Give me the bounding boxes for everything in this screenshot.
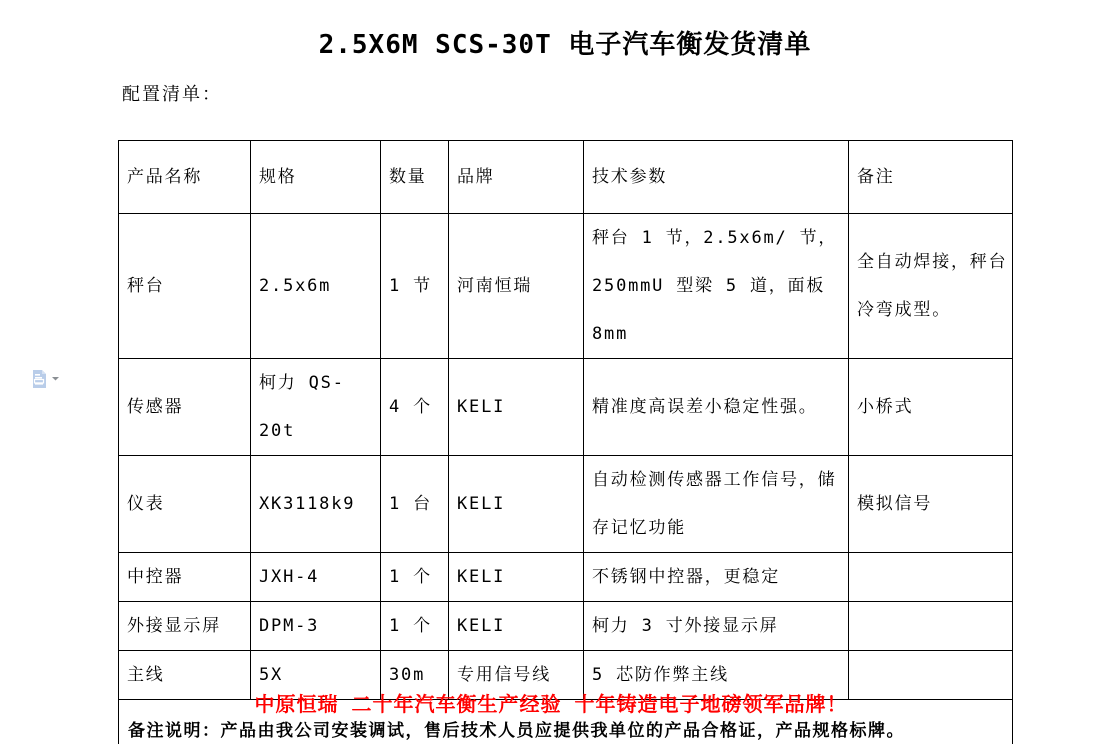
table-row: [119, 602, 1013, 651]
cell-product-name: 中控器: [119, 553, 251, 602]
table-row: [119, 359, 1013, 456]
cell-remark: 小桥式: [849, 359, 1013, 456]
cell-params: 精准度高误差小稳定性强。: [584, 359, 849, 456]
cell-brand: 河南恒瑞: [449, 214, 584, 359]
cell-spec: 柯力 QS-20t: [251, 359, 381, 456]
col-header-remark: 备注: [849, 141, 1013, 214]
cell-remark: 全自动焊接，秤台冷弯成型。: [849, 214, 1013, 359]
document-icon: [30, 367, 62, 391]
page-title: 2.5X6M SCS-30T 电子汽车衡发货清单: [318, 30, 812, 60]
config-list-label: 配置清单：: [122, 84, 222, 105]
cell-product-name: 秤台: [119, 214, 251, 359]
cell-quantity: 1 台: [381, 456, 449, 553]
cell-spec: DPM-3: [251, 602, 381, 651]
cell-brand: KELI: [449, 553, 584, 602]
cell-brand: 专用信号线: [449, 651, 584, 700]
cell-quantity: 4 个: [381, 359, 449, 456]
cell-spec: 5X: [251, 651, 381, 700]
cell-params: 秤台 1 节，2.5x6m/ 节，250mmU 型梁 5 道，面板 8mm: [584, 214, 849, 359]
col-header-brand: 品牌: [449, 141, 584, 214]
col-header-params: 技术参数: [584, 141, 849, 214]
table-header-row: [119, 141, 1013, 214]
shipping-list-table: [118, 140, 1013, 744]
cell-quantity: 1 个: [381, 602, 449, 651]
cell-remark: [849, 553, 1013, 602]
cell-product-name: 仪表: [119, 456, 251, 553]
margin-object-anchor[interactable]: [30, 367, 62, 391]
cell-brand: KELI: [449, 456, 584, 553]
chevron-down-icon: [52, 377, 59, 381]
brand-slogan: 中原恒瑞 二十年汽车衡生产经验 十年铸造电子地磅领军品牌！: [254, 692, 848, 716]
cell-params: 自动检测传感器工作信号，储存记忆功能: [584, 456, 849, 553]
cell-params: 不锈钢中控器，更稳定: [584, 553, 849, 602]
cell-params: 柯力 3 寸外接显示屏: [584, 602, 849, 651]
table-row: [119, 214, 1013, 359]
cell-spec: 2.5x6m: [251, 214, 381, 359]
cell-quantity: 30m: [381, 651, 449, 700]
cell-brand: KELI: [449, 359, 584, 456]
cell-remark: 模拟信号: [849, 456, 1013, 553]
cell-quantity: 1 个: [381, 553, 449, 602]
cell-brand: KELI: [449, 602, 584, 651]
col-header-product-name: 产品名称: [119, 141, 251, 214]
cell-params: 5 芯防作弊主线: [584, 651, 849, 700]
table-row: [119, 553, 1013, 602]
cell-quantity: 1 节: [381, 214, 449, 359]
col-header-quantity: 数量: [381, 141, 449, 214]
cell-remark: [849, 602, 1013, 651]
col-header-spec: 规格: [251, 141, 381, 214]
cell-spec: JXH-4: [251, 553, 381, 602]
cell-product-name: 外接显示屏: [119, 602, 251, 651]
cell-product-name: 主线: [119, 651, 251, 700]
cell-spec: XK3118k9: [251, 456, 381, 553]
cell-product-name: 传感器: [119, 359, 251, 456]
table-row: [119, 456, 1013, 553]
note-text: 备注说明：产品由我公司安装调试，售后技术人员应提供我单位的产品合格证，产品规格标牌。: [119, 700, 1013, 744]
